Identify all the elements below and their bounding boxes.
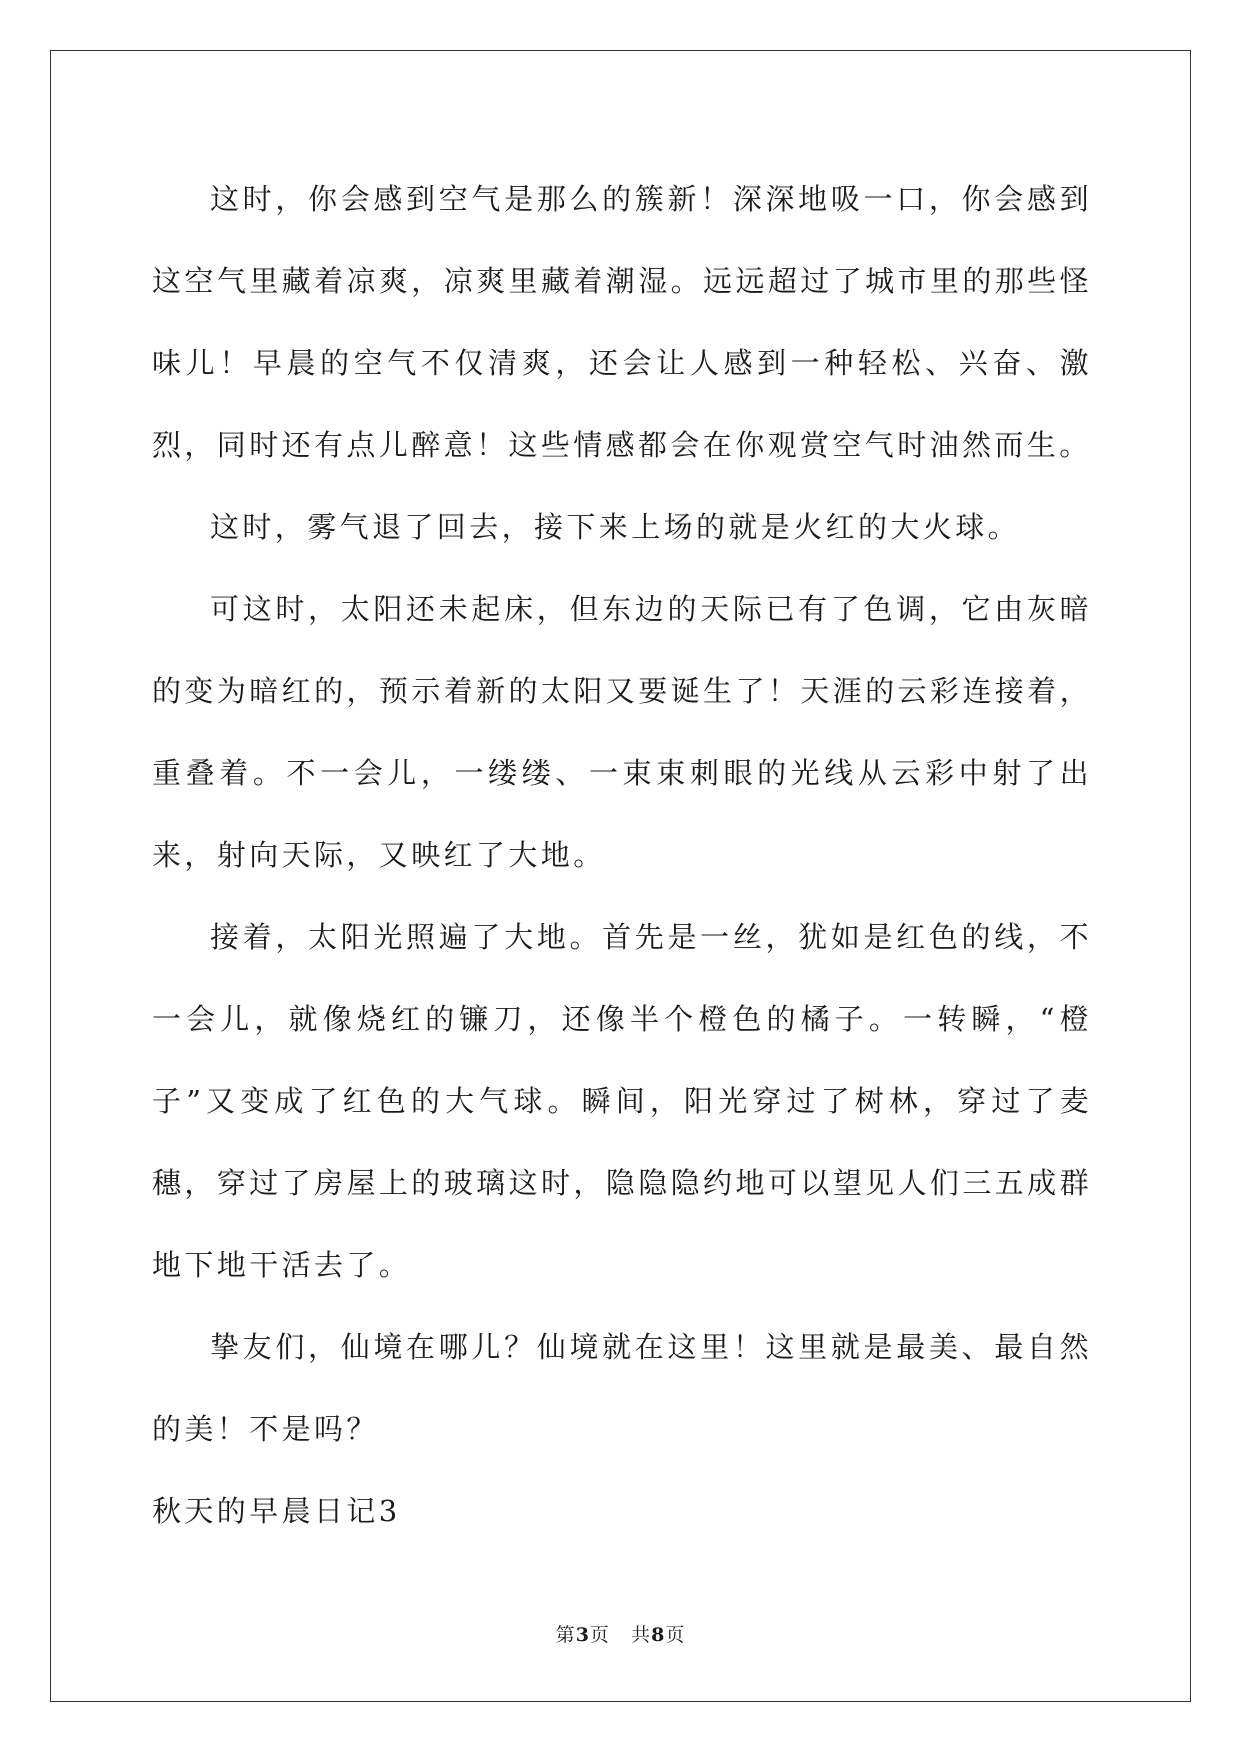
paragraph-2: 这时，雾气退了回去，接下来上场的就是火红的大火球。 <box>210 510 1021 544</box>
paragraph-4: 接着，太阳光照遍了大地。首先是一丝，犹如是红色的线，不一会儿，就像烧红的镰刀，还像半个橙色的橘子。一转瞬，“橙子”又变成了红色的大气球。瞬间，阳光穿过了树林，穿过了麦穗，穿过了房屋上的玻璃这时，隐隐隐约地可以望见人们三五成群地下地干活去了。 <box>152 920 1092 1282</box>
section-heading: 秋天的早晨日记3 <box>152 1494 401 1528</box>
paragraph-1: 这时，你会感到空气是那么的簇新！深深地吸一口，你会感到这空气里藏着凉爽，凉爽里藏着潮湿。远远超过了城市里的那些怪味儿！早晨的空气不仅清爽，还会让人感到一种轻松、兴奋、激烈，同时还有点儿醉意！这些情感都会在你观赏空气时油然而生。 <box>152 182 1092 462</box>
paragraph-3: 可这时，太阳还未起床，但东边的天际已有了色调，它由灰暗的变为暗红的，预示着新的太阳又要诞生了！天涯的云彩连接着，重叠着。不一会儿，一缕缕、一束束刺眼的光线从云彩中射了出来，射向天际，又映红了大地。 <box>152 592 1092 872</box>
total-pages: 8 <box>651 1624 666 1646</box>
page-prefix: 第 <box>555 1624 576 1646</box>
page-number: 3 <box>575 1624 590 1646</box>
page-suffix: 页 <box>589 1624 610 1646</box>
page-footer <box>0 1620 1241 1647</box>
paragraph-5: 挚友们，仙境在哪儿？仙境就在这里！这里就是最美、最自然的美！不是吗？ <box>152 1330 1092 1446</box>
total-prefix: 共 <box>631 1624 652 1646</box>
document-body <box>152 158 1092 1552</box>
total-suffix: 页 <box>665 1624 686 1646</box>
